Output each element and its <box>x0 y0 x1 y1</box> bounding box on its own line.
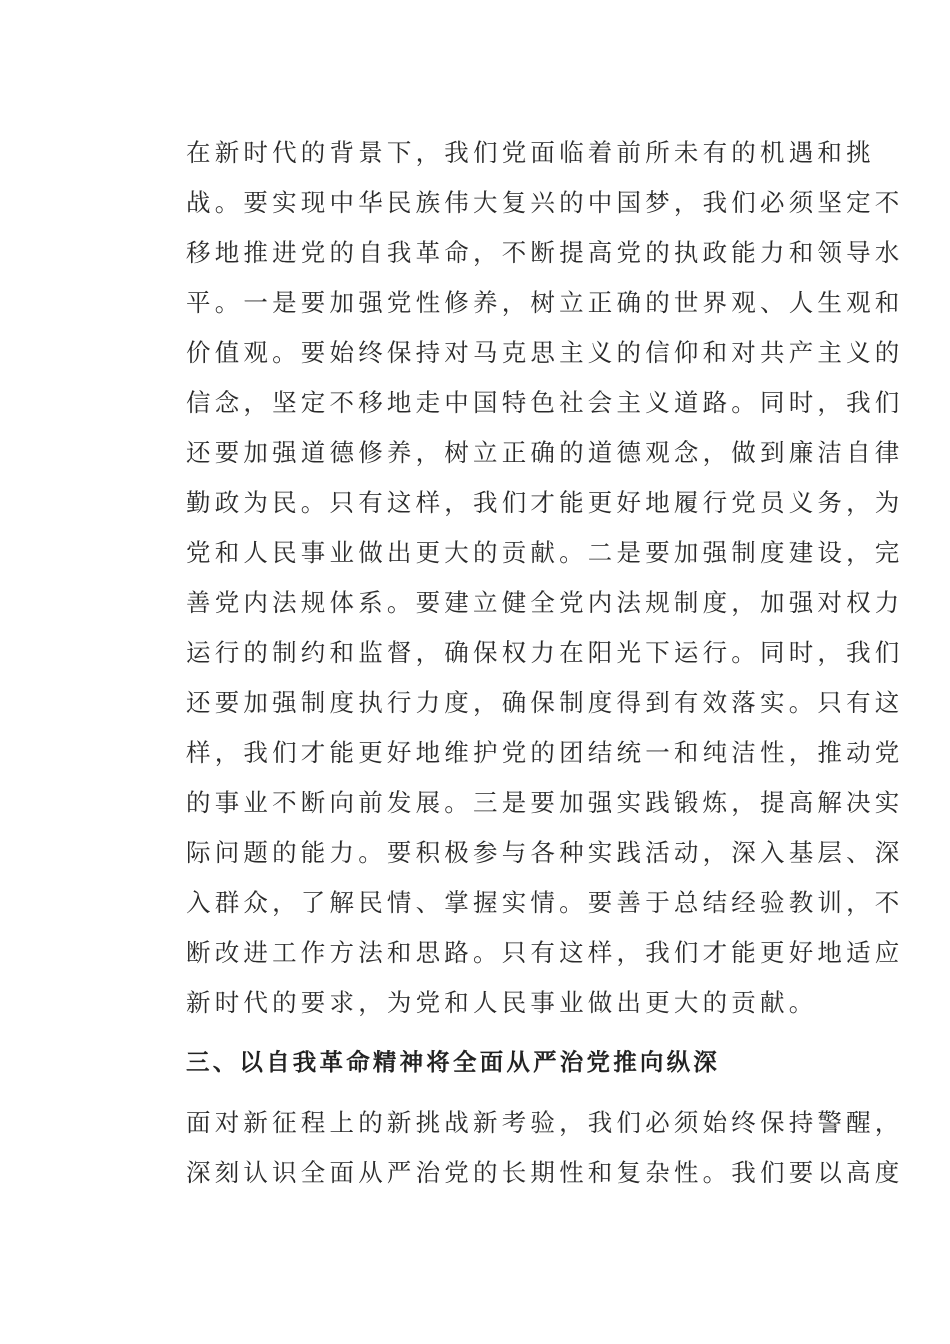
paragraph-line: 际问题的能力。要积极参与各种实践活动，深入基层、深 <box>186 838 904 867</box>
section-heading: 三、以自我革命精神将全面从严治党推向纵深 <box>186 1048 720 1076</box>
paragraph-line: 党和人民事业做出更大的贡献。二是要加强制度建设，完 <box>186 538 904 567</box>
paragraph-line: 战。要实现中华民族伟大复兴的中国梦，我们必须坚定不 <box>186 188 904 217</box>
paragraph-line: 还要加强制度执行力度，确保制度得到有效落实。只有这 <box>186 688 904 717</box>
paragraph-line: 在新时代的背景下，我们党面临着前所未有的机遇和挑 <box>186 138 875 167</box>
paragraph-line: 信念，坚定不移地走中国特色社会主义道路。同时，我们 <box>186 388 904 417</box>
paragraph-line: 平。一是要加强党性修养，树立正确的世界观、人生观和 <box>186 288 904 317</box>
body-paragraph-1 <box>146 128 904 1028</box>
body-paragraph-2 <box>146 1098 904 1198</box>
paragraph-line: 勤政为民。只有这样，我们才能更好地履行党员义务，为 <box>186 488 904 517</box>
paragraph-line: 的事业不断向前发展。三是要加强实践锻炼，提高解决实 <box>186 788 904 817</box>
paragraph-line: 价值观。要始终保持对马克思主义的信仰和对共产主义的 <box>186 338 904 367</box>
paragraph-line: 移地推进党的自我革命，不断提高党的执政能力和领导水 <box>186 238 904 267</box>
paragraph-line: 面对新征程上的新挑战新考验，我们必须始终保持警醒， <box>186 1108 904 1137</box>
paragraph-line: 断改进工作方法和思路。只有这样，我们才能更好地适应 <box>186 938 904 967</box>
paragraph-line: 样，我们才能更好地维护党的团结统一和纯洁性，推动党 <box>186 738 904 767</box>
paragraph-line: 深刻认识全面从严治党的长期性和复杂性。我们要以高度 <box>186 1158 904 1187</box>
paragraph-line: 还要加强道德修养，树立正确的道德观念，做到廉洁自律 <box>186 438 904 467</box>
paragraph-line: 新时代的要求，为党和人民事业做出更大的贡献。 <box>186 988 818 1017</box>
paragraph-line: 善党内法规体系。要建立健全党内法规制度，加强对权力 <box>186 588 904 617</box>
paragraph-line: 入群众，了解民情、掌握实情。要善于总结经验教训，不 <box>186 888 904 917</box>
paragraph-line: 运行的制约和监督，确保权力在阳光下运行。同时，我们 <box>186 638 904 667</box>
